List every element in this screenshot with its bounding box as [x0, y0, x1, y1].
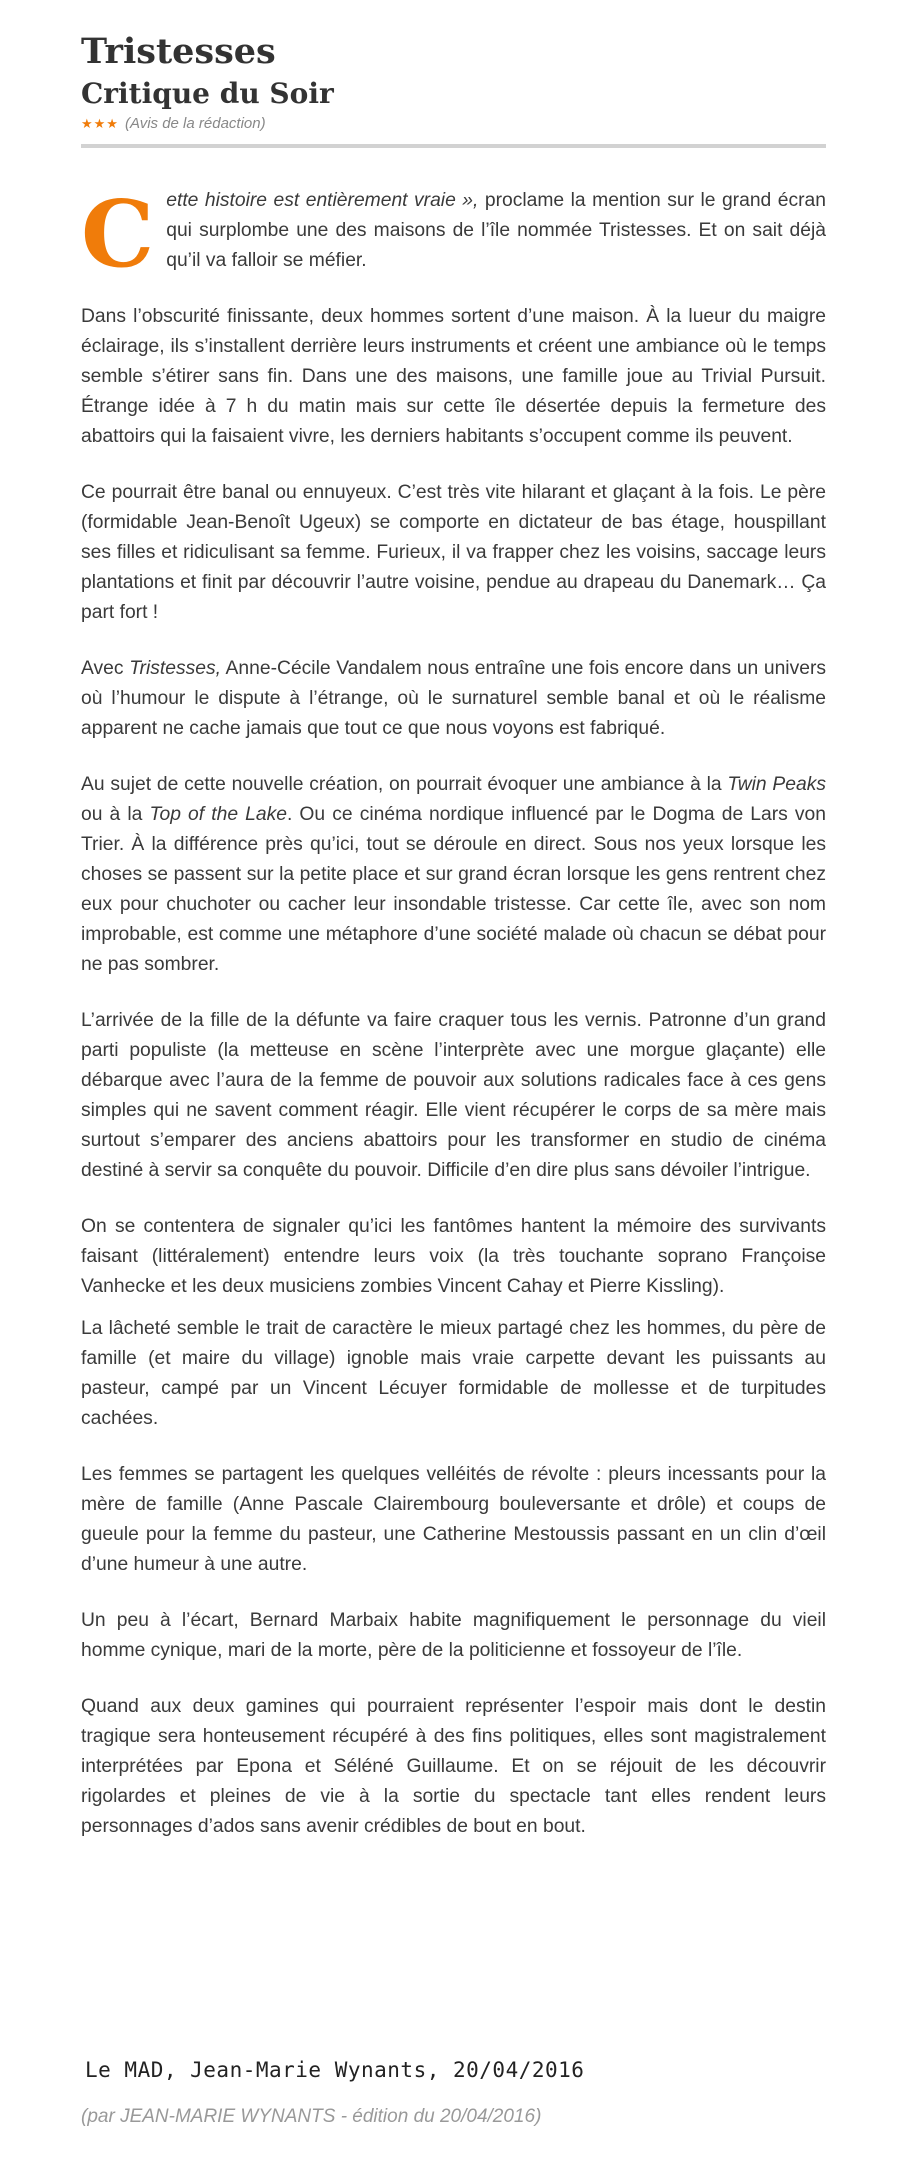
opening-quote: ette histoire est entièrement vraie »,: [166, 190, 479, 211]
article-paragraph: [81, 770, 826, 980]
article-paragraph: Quand aux deux gamines qui pourraient représenter l’espoir mais dont le destin tragique sera honteusement récupéré à des fins politiques, elles sont magistralement interprétées par Epona et Séléné Guillaume. Et on se réjouit de les découvrir rigolardes et pleines de vie à la sortie du spectacle tant elles rendent leurs personnages d’ados sans avenir crédibles de bout en bout.: [81, 1696, 826, 1837]
reference-title: Top of the Lake: [149, 804, 287, 825]
signature: Le MAD, Jean-Marie Wynants, 20/04/2016: [85, 2058, 585, 2082]
article-paragraph: La lâcheté semble le trait de caractère le mieux partagé chez les hommes, du père de famille (et maire du village) ignoble mais vraie carpette devant les puissants au pasteur, campé par un Vincent Lécuyer formidable de mollesse et de turpitudes cachées.: [81, 1318, 826, 1429]
show-title: Tristesses,: [129, 658, 221, 679]
star-rating-icon: ★★★: [81, 116, 119, 131]
article-paragraph: [81, 654, 826, 744]
article-paragraph: On se contentera de signaler qu’ici les fantômes hantent la mémoire des survivants faisant (littéralement) entendre leurs voix (la très touchante soprano Françoise Vanhecke et les deux musiciens zombies Vincent Cahay et Pierre Kissling).: [81, 1216, 826, 1297]
reference-title: Twin Peaks: [727, 774, 826, 795]
article-paragraph: Un peu à l’écart, Bernard Marbaix habite magnifiquement le personnage du vieil homme cynique, mari de la morte, père de la politicienne et fossoyeur de l’île.: [81, 1610, 826, 1661]
review-page: [81, 30, 826, 1868]
article-paragraph: L’arrivée de la fille de la défunte va faire craquer tous les vernis. Patronne d’un grand parti populiste (la metteuse en scène l’interprète avec une morgue glaçante) elle débarque avec l’aura de la femme de pouvoir aux solutions radicales face à ces gens simples qui ne savent comment réagir. Elle vient récupérer le corps de sa mère mais surtout s’emparer des anciens abattoirs pour les transformer en studio de cinéma destiné à servir sa conquête du pouvoir. Difficile d’en dire plus sans dévoiler l’intrigue.: [81, 1010, 826, 1181]
paragraph-text: Avec: [81, 658, 130, 679]
byline: (par JEAN-MARIE WYNANTS - édition du 20/04/2016): [81, 2106, 542, 2127]
article-paragraph: Les femmes se partagent les quelques velléités de révolte : pleurs incessants pour la mère de famille (Anne Pascale Clairembourg bouleversante et drôle) et coups de gueule pour la femme du pasteur, une Catherine Mestoussis passant en un clin d’œil d’une humeur à une autre.: [81, 1464, 826, 1575]
rating: [81, 114, 826, 134]
article-paragraph: [81, 180, 826, 288]
article-paragraph: Ce pourrait être banal ou ennuyeux. C’est très vite hilarant et glaçant à la fois. Le père (formidable Jean-Benoît Ugeux) se comporte en dictateur de bas étage, houspillant ses filles et ridiculisant sa femme. Furieux, il va frapper chez les voisins, saccage leurs plantations et finit par découvrir l’autre voisine, pendue au drapeau du Danemark… Ça part fort !: [81, 482, 826, 623]
paragraph-text: proclame la mention sur le grand écran qui surplombe une des maisons de l’île nommée Tristesses. Et on sait déjà qu’il va falloir se méfier.: [166, 190, 826, 271]
paragraph-text: Au sujet de cette nouvelle création, on pourrait évoquer une ambiance à la: [81, 774, 728, 795]
paragraph-text: ou à la: [81, 804, 150, 825]
paragraph-text: Anne-Cécile Vandalem nous entraîne une fois encore dans un univers où l’humour le dispute à l’étrange, où le surnaturel semble banal et où le réalisme apparent ne cache jamais que tout ce que nous voyons est fabriqué.: [81, 658, 827, 739]
header-divider: [81, 144, 826, 148]
dropcap: C: [81, 180, 155, 288]
page-subtitle: Critique du Soir: [81, 77, 334, 110]
rating-note: (Avis de la rédaction): [124, 115, 266, 132]
paragraph-text: . Ou ce cinéma nordique influencé par le Dogma de Lars von Trier. À la différence près qu’ici, tout se déroule en direct. Sous nos yeux lorsque les choses se passent sur la petite place et sur grand écran lorsque les gens rentrent chez eux pour chuchoter ou cacher leur insondable tristesse. Car cette île, avec son nom improbable, est comme une métaphore d’une société malade où chacun se débat pour ne pas sombrer.: [81, 804, 827, 975]
article-paragraph: Dans l’obscurité finissante, deux hommes sortent d’une maison. À la lueur du maigre éclairage, ils s’installent derrière leurs instruments et créent une ambiance où le temps semble s’étirer sans fin. Dans une des maisons, une famille joue au Trivial Pursuit. Étrange idée à 7 h du matin mais sur cette île désertée depuis la fermeture des abattoirs qui la faisaient vivre, les derniers habitants s’occupent comme ils peuvent.: [81, 306, 826, 447]
article-body: [81, 180, 827, 1842]
page-title: Tristesses: [81, 31, 276, 72]
